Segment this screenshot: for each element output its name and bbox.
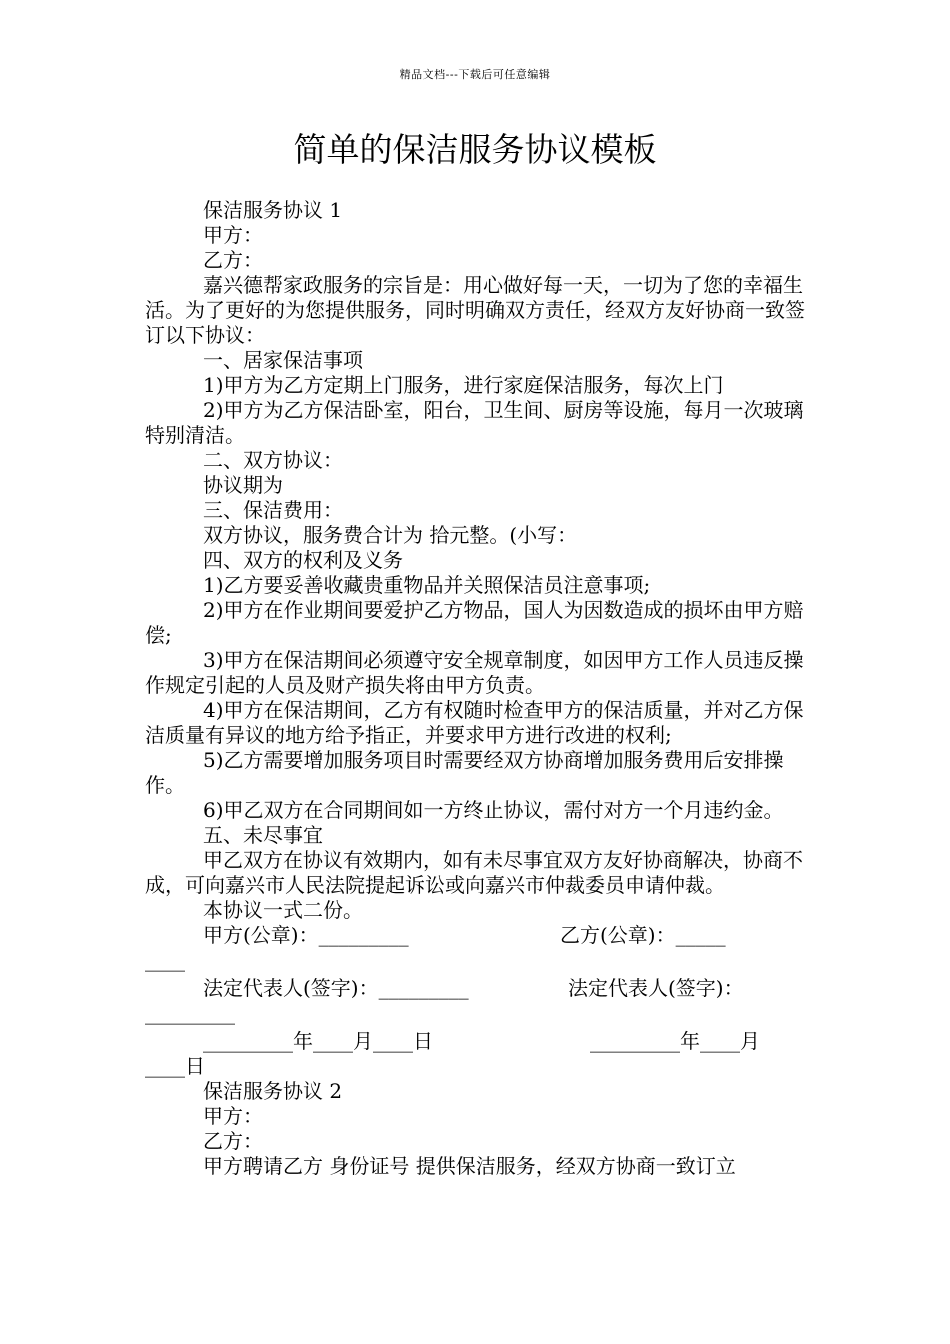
clause-heading: 一、居家保洁事项 xyxy=(203,348,363,372)
seal-party-b: 乙方(公章)：_____ xyxy=(560,923,726,947)
clause-heading: 四、双方的权利及义务 xyxy=(203,548,403,572)
copies-line: 本协议一式二份。 xyxy=(203,898,363,922)
page-header: 精品文档---下载后可任意编辑 xyxy=(399,68,551,81)
clause-item: 2)甲方为乙方保洁卧室，阳台，卫生间、厨房等设施，每月一次玻璃特别清洁。 xyxy=(145,398,804,447)
document-title: 简单的保洁服务协议模板 xyxy=(293,130,657,169)
document-body xyxy=(145,198,810,1179)
clause-item: 1)乙方要妥善收藏贵重物品并关照保洁员注意事项; xyxy=(203,573,651,597)
clause-item: 双方协议，服务费合计为 拾元整。(小写： xyxy=(203,523,578,547)
party-a-line: 甲方： xyxy=(203,223,263,247)
clause-item: 5)乙方需要增加服务项目时需要经双方协商增加服务费用后安排操作。 xyxy=(145,748,784,797)
date-continuation: ____日 xyxy=(145,1054,205,1078)
seal-continuation: ____ xyxy=(145,948,185,972)
representative-row xyxy=(145,976,810,1001)
intro-paragraph: 嘉兴德帮家政服务的宗旨是：用心做好每一天，一切为了您的幸福生活。为了更好的为您提供服务，同时明确双方责任，经双方友好协商一致签订以下协议： xyxy=(145,273,805,347)
date-row xyxy=(145,1029,810,1054)
seal-party-a: 甲方(公章)：_________ xyxy=(203,923,409,947)
section-heading-1: 保洁服务协议 1 xyxy=(203,198,343,222)
clause-item: 6)甲乙双方在合同期间如一方终止协议，需付对方一个月违约金。 xyxy=(203,798,784,822)
representative-continuation: _________ xyxy=(145,1001,235,1025)
date-party-b: _________年____月 xyxy=(590,1029,760,1053)
seal-row xyxy=(145,923,810,948)
representative-party-b: 法定代表人(签字)： xyxy=(568,976,744,1000)
representative-party-a: 法定代表人(签字)：_________ xyxy=(203,976,469,1000)
clause-item: 2)甲方在作业期间要爱护乙方物品，国人为因数造成的损坏由甲方赔偿; xyxy=(145,598,804,647)
party-b-line: 乙方： xyxy=(203,248,263,272)
clause-heading: 三、保洁费用： xyxy=(203,498,343,522)
clause-heading: 二、双方协议： xyxy=(203,448,343,472)
party-b-line: 乙方： xyxy=(203,1129,263,1153)
clause-item: 甲乙双方在协议有效期内，如有未尽事宜双方友好协商解决，协商不成，可向嘉兴市人民法院提起诉讼或向嘉兴市仲裁委员申请仲裁。 xyxy=(145,848,803,897)
section-heading-2: 保洁服务协议 2 xyxy=(203,1079,343,1103)
clause-item: 协议期为 xyxy=(203,473,283,497)
clause-item: 1)甲方为乙方定期上门服务，进行家庭保洁服务，每次上门 xyxy=(203,373,724,397)
closing-line: 甲方聘请乙方 身份证号 提供保洁服务，经双方协商一致订立 xyxy=(203,1154,736,1178)
clause-item: 4)甲方在保洁期间，乙方有权随时检查甲方的保洁质量，并对乙方保洁质量有异议的地方给予指正，并要求甲方进行改进的权利; xyxy=(145,698,804,747)
date-party-a: _________年____月____日 xyxy=(203,1029,433,1053)
party-a-line: 甲方： xyxy=(203,1104,263,1128)
clause-heading: 五、未尽事宜 xyxy=(203,823,323,847)
clause-item: 3)甲方在保洁期间必须遵守安全规章制度，如因甲方工作人员违反操作规定引起的人员及财产损失将由甲方负责。 xyxy=(145,648,804,697)
